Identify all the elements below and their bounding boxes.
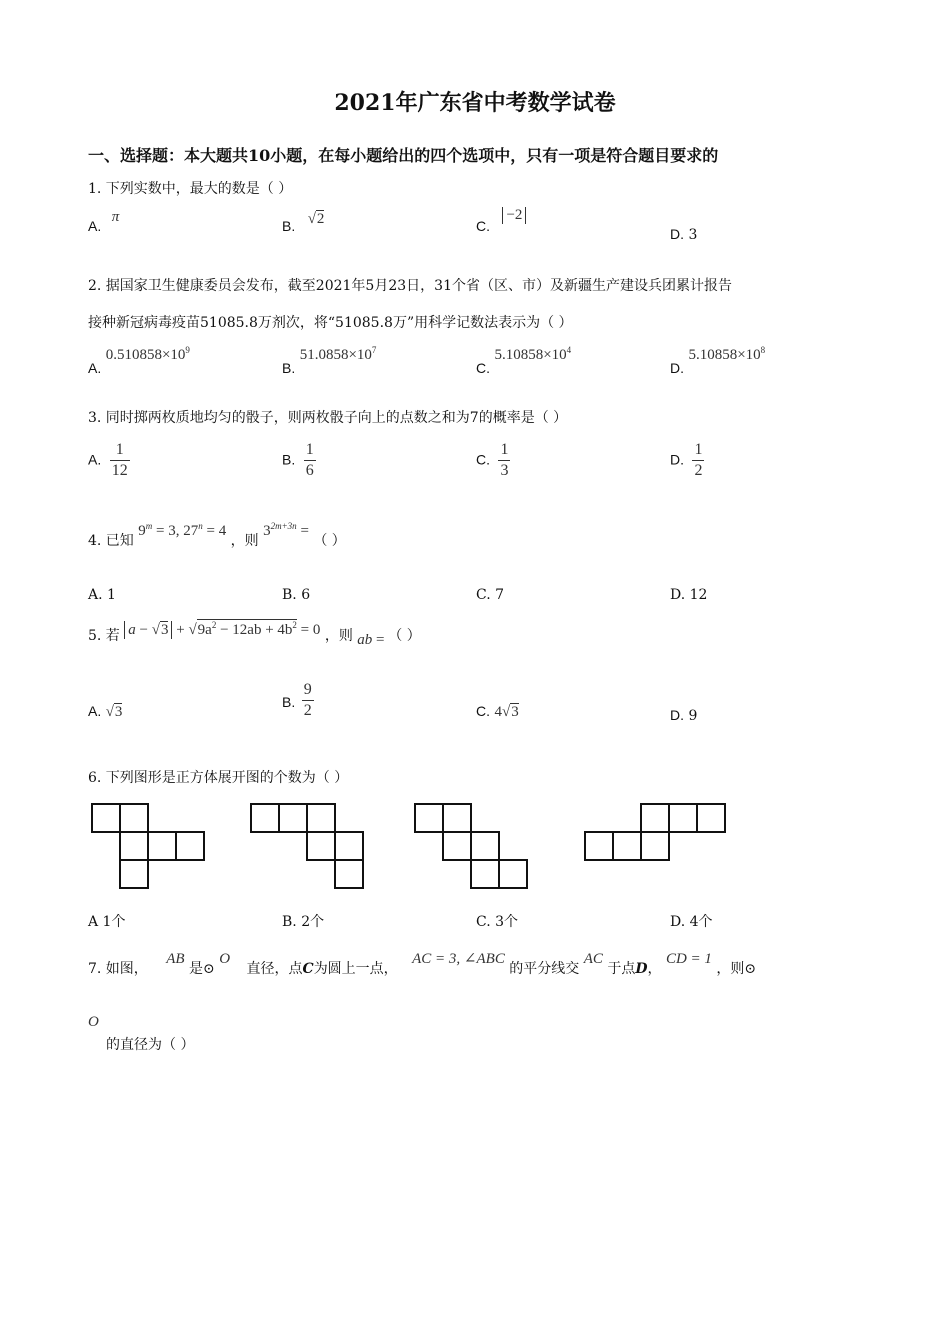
q6-option-a: A 1个	[88, 914, 126, 930]
q1-stem: 1. 下列实数中，最大的数是（ ）	[88, 181, 293, 197]
q3-stem: 3. 同时掷两枚质地均匀的骰子，则两枚骰子向上的点数之和为7的概率是（ ）	[88, 410, 568, 426]
q1-option-c: C. −2	[476, 218, 526, 236]
q7-stem-line1: 7. 如图， AB 是⊙ O 直径，点C为圆上一点， AC = 3, ∠ABC 的平分线交 AC 于点D， CD = 1 ，则⊙	[88, 951, 757, 977]
q4-stem: 4. 已知 $9^m = 3$, $27^n = 4$ ，则 $3^{2m+3n}$ = （ ）	[88, 521, 346, 549]
q1-option-d: D. 3	[670, 226, 698, 243]
q1-option-a: A. π	[88, 209, 120, 234]
page-title: 2021年广东省中考数学试卷	[334, 90, 616, 116]
q4-option-b: B. 6	[282, 587, 311, 603]
q2-option-a: A. $0.510858\times 10^9$	[88, 345, 190, 376]
cube-net-figure-3	[413, 802, 533, 892]
q6-stem: 6. 下列图形是正方体展开图的个数为（ ）	[88, 770, 349, 786]
q3-option-b: B. $\frac{1}{6}$	[282, 441, 314, 479]
q6-option-b: B. 2个	[282, 914, 325, 930]
q5-option-c: C. 4√3	[476, 703, 519, 720]
q4-option-c: C. 7	[476, 587, 505, 603]
cube-net-figure-4	[583, 802, 733, 864]
q2-option-b: B. $51.0858\times 10^7$	[282, 345, 377, 376]
q6-option-d: D. 4个	[670, 914, 713, 930]
q5-stem: 5. 若 $a - √3 + √9a^2 - 12ab + 4b^2 = 0$ ，则 ab = （ ）	[88, 620, 421, 648]
q3-option-c: C. $\frac{1}{3}$	[476, 441, 509, 479]
q5-option-d: D. 9	[670, 707, 698, 724]
q2-option-c: C. $5.10858\times 10^4$	[476, 345, 572, 376]
q2-stem-line2: 接种新冠病毒疫苗51085.8万剂次，将“51085.8万”用科学记数法表示为（ ）	[88, 315, 573, 331]
cube-net-figure-1	[90, 802, 210, 892]
q1-option-b: B. √2	[282, 211, 325, 234]
q5-option-b: B. $\frac{9}{2}$	[282, 681, 312, 719]
q4-option-a: A. 1	[88, 587, 116, 603]
q6-option-c: C. 3个	[476, 914, 519, 930]
q7-stem-line2-text: 的直径为（ ）	[106, 1037, 195, 1053]
q5-option-a: A. √3	[88, 703, 123, 720]
q2-stem-line1: 2. 据国家卫生健康委员会发布，截至2021年5月23日，31个省（区、市）及新疆生产建设兵团累计报告	[88, 278, 732, 294]
q3-option-a: A. $\frac{1}{12}$	[88, 441, 128, 479]
cube-net-figure-2	[249, 802, 369, 892]
q4-option-d: D. 12	[670, 587, 708, 603]
section-heading: 一、选择题：本大题共10小题，在每小题给出的四个选项中，只有一项是符合题目要求的	[88, 146, 719, 165]
q2-option-d: D. $5.10858\times 10^8$	[670, 345, 766, 376]
q7-stem-line2: O	[88, 1014, 99, 1030]
q3-option-d: D. $\frac{1}{2}$	[670, 441, 703, 479]
